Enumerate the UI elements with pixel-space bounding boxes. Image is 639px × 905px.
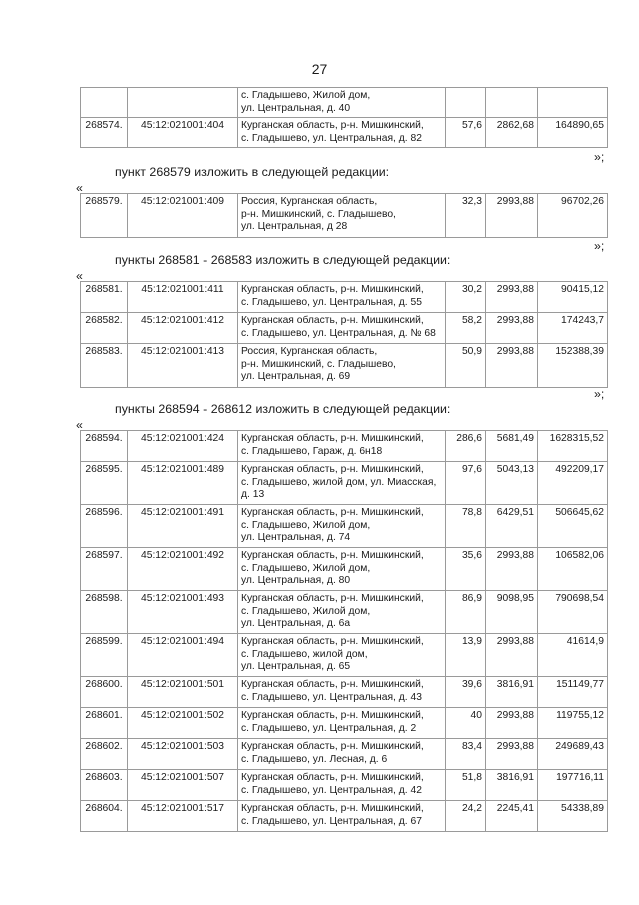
amendment-instruction: пункт 268579 изложить в следующей редакции:: [115, 165, 390, 179]
cadastral-number: 45:12:021001:503: [128, 739, 238, 770]
address: Россия, Курганская область, р-н. Мишкинский, с. Гладышево, ул. Центральная, д 28: [238, 194, 446, 238]
item-number: 268598.: [81, 591, 128, 634]
cadastral-number: 45:12:021001:502: [128, 708, 238, 739]
item-number: 268582.: [81, 313, 128, 344]
item-number: [81, 88, 128, 118]
amendment-instruction: пункты 268581 - 268583 изложить в следующей редакции:: [115, 253, 451, 267]
address: Курганская область, р-н. Мишкинский, с. Гладышево, ул. Лесная, д. 6: [238, 739, 446, 770]
page-number: 27: [311, 61, 328, 77]
rate: [486, 88, 538, 118]
rate: 3816,91: [486, 770, 538, 801]
cadastral-number: 45:12:021001:494: [128, 634, 238, 677]
property-table: [80, 193, 608, 238]
item-number: 268579.: [81, 194, 128, 238]
area: 58,2: [446, 313, 486, 344]
cadastral-number: 45:12:021001:491: [128, 505, 238, 548]
cadastral-number: 45:12:021001:412: [128, 313, 238, 344]
opening-quote: «: [76, 181, 83, 195]
cadastral-number: 45:12:021001:501: [128, 677, 238, 708]
area: 83,4: [446, 739, 486, 770]
area: 50,9: [446, 344, 486, 388]
table-row: [81, 282, 608, 313]
value: 1628315,52: [538, 431, 608, 462]
address: Курганская область, р-н. Мишкинский, с. Гладышево, ул. Центральная, д. 82: [238, 118, 446, 148]
cadastral-number: 45:12:021001:413: [128, 344, 238, 388]
address: с. Гладышево, Жилой дом, ул. Центральная, д. 40: [238, 88, 446, 118]
table-row: [81, 770, 608, 801]
address: Курганская область, р-н. Мишкинский, с. Гладышево, ул. Центральная, д. 42: [238, 770, 446, 801]
value: 506645,62: [538, 505, 608, 548]
value: 152388,39: [538, 344, 608, 388]
area: 30,2: [446, 282, 486, 313]
rate: 2993,88: [486, 548, 538, 591]
area: 78,8: [446, 505, 486, 548]
item-number: 268596.: [81, 505, 128, 548]
rate: 2993,88: [486, 194, 538, 238]
rate: 9098,95: [486, 591, 538, 634]
item-number: 268600.: [81, 677, 128, 708]
value: 41614,9: [538, 634, 608, 677]
value: 249689,43: [538, 739, 608, 770]
cadastral-number: 45:12:021001:489: [128, 462, 238, 505]
address: Курганская область, р-н. Мишкинский, с. Гладышево, ул. Центральная, д. 43: [238, 677, 446, 708]
cadastral-number: [128, 88, 238, 118]
table-row: [81, 739, 608, 770]
table-row: [81, 462, 608, 505]
rate: 5681,49: [486, 431, 538, 462]
address: Курганская область, р-н. Мишкинский, с. Гладышево, Жилой дом, ул. Центральная, д. 6а: [238, 591, 446, 634]
area: 40: [446, 708, 486, 739]
area: 32,3: [446, 194, 486, 238]
property-table: [80, 281, 608, 388]
item-number: 268603.: [81, 770, 128, 801]
area: 97,6: [446, 462, 486, 505]
address: Курганская область, р-н. Мишкинский, с. Гладышево, ул. Центральная, д. 55: [238, 282, 446, 313]
cadastral-number: 45:12:021001:507: [128, 770, 238, 801]
value: 119755,12: [538, 708, 608, 739]
cadastral-number: 45:12:021001:411: [128, 282, 238, 313]
value: 151149,77: [538, 677, 608, 708]
table-row: [81, 505, 608, 548]
address: Курганская область, р-н. Мишкинский, с. Гладышево, ул. Центральная, д. № 68: [238, 313, 446, 344]
opening-quote: «: [76, 418, 83, 432]
closing-quote: »;: [594, 150, 605, 164]
item-number: 268583.: [81, 344, 128, 388]
area: 86,9: [446, 591, 486, 634]
address: Курганская область, р-н. Мишкинский, с. Гладышево, Жилой дом, ул. Центральная, д. 80: [238, 548, 446, 591]
table-row: [81, 88, 608, 118]
table-row: [81, 708, 608, 739]
rate: 2993,88: [486, 344, 538, 388]
rate: 2993,88: [486, 634, 538, 677]
value: 54338,89: [538, 801, 608, 832]
value: 790698,54: [538, 591, 608, 634]
rate: 2245,41: [486, 801, 538, 832]
area: 57,6: [446, 118, 486, 148]
rate: 5043,13: [486, 462, 538, 505]
closing-quote: »;: [594, 239, 605, 253]
table-row: [81, 313, 608, 344]
value: 492209,17: [538, 462, 608, 505]
value: 197716,11: [538, 770, 608, 801]
table-row: [81, 591, 608, 634]
area: 35,6: [446, 548, 486, 591]
item-number: 268595.: [81, 462, 128, 505]
cadastral-number: 45:12:021001:424: [128, 431, 238, 462]
rate: 2993,88: [486, 313, 538, 344]
item-number: 268597.: [81, 548, 128, 591]
address: Курганская область, р-н. Мишкинский, с. Гладышево, ул. Центральная, д. 2: [238, 708, 446, 739]
table-row: [81, 634, 608, 677]
cadastral-number: 45:12:021001:492: [128, 548, 238, 591]
item-number: 268581.: [81, 282, 128, 313]
item-number: 268599.: [81, 634, 128, 677]
table-row: [81, 344, 608, 388]
area: 51,8: [446, 770, 486, 801]
property-table: [80, 430, 608, 832]
value: 164890,65: [538, 118, 608, 148]
cadastral-number: 45:12:021001:409: [128, 194, 238, 238]
area: 286,6: [446, 431, 486, 462]
rate: 2993,88: [486, 708, 538, 739]
item-number: 268601.: [81, 708, 128, 739]
property-table: [80, 87, 608, 148]
opening-quote: «: [76, 269, 83, 283]
area: [446, 88, 486, 118]
area: 13,9: [446, 634, 486, 677]
amendment-instruction: пункты 268594 - 268612 изложить в следующей редакции:: [115, 402, 451, 416]
address: Курганская область, р-н. Мишкинский, с. Гладышево, Гараж, д. 6н18: [238, 431, 446, 462]
table-row: [81, 548, 608, 591]
rate: 2993,88: [486, 739, 538, 770]
item-number: 268574.: [81, 118, 128, 148]
rate: 2993,88: [486, 282, 538, 313]
value: 90415,12: [538, 282, 608, 313]
table-row: [81, 118, 608, 148]
address: Курганская область, р-н. Мишкинский, с. Гладышево, жилой дом, ул. Миасская, д. 13: [238, 462, 446, 505]
item-number: 268604.: [81, 801, 128, 832]
address: Россия, Курганская область, р-н. Мишкинский, с. Гладышево, ул. Центральная, д. 69: [238, 344, 446, 388]
value: [538, 88, 608, 118]
cadastral-number: 45:12:021001:517: [128, 801, 238, 832]
value: 106582,06: [538, 548, 608, 591]
cadastral-number: 45:12:021001:493: [128, 591, 238, 634]
table-row: [81, 194, 608, 238]
closing-quote: »;: [594, 387, 605, 401]
table-row: [81, 801, 608, 832]
value: 174243,7: [538, 313, 608, 344]
table-row: [81, 677, 608, 708]
item-number: 268594.: [81, 431, 128, 462]
rate: 3816,91: [486, 677, 538, 708]
value: 96702,26: [538, 194, 608, 238]
address: Курганская область, р-н. Мишкинский, с. Гладышево, ул. Центральная, д. 67: [238, 801, 446, 832]
address: Курганская область, р-н. Мишкинский, с. Гладышево, Жилой дом, ул. Центральная, д. 74: [238, 505, 446, 548]
table-row: [81, 431, 608, 462]
rate: 2862,68: [486, 118, 538, 148]
address: Курганская область, р-н. Мишкинский, с. Гладышево, жилой дом, ул. Центральная, д. 65: [238, 634, 446, 677]
cadastral-number: 45:12:021001:404: [128, 118, 238, 148]
rate: 6429,51: [486, 505, 538, 548]
area: 24,2: [446, 801, 486, 832]
area: 39,6: [446, 677, 486, 708]
item-number: 268602.: [81, 739, 128, 770]
